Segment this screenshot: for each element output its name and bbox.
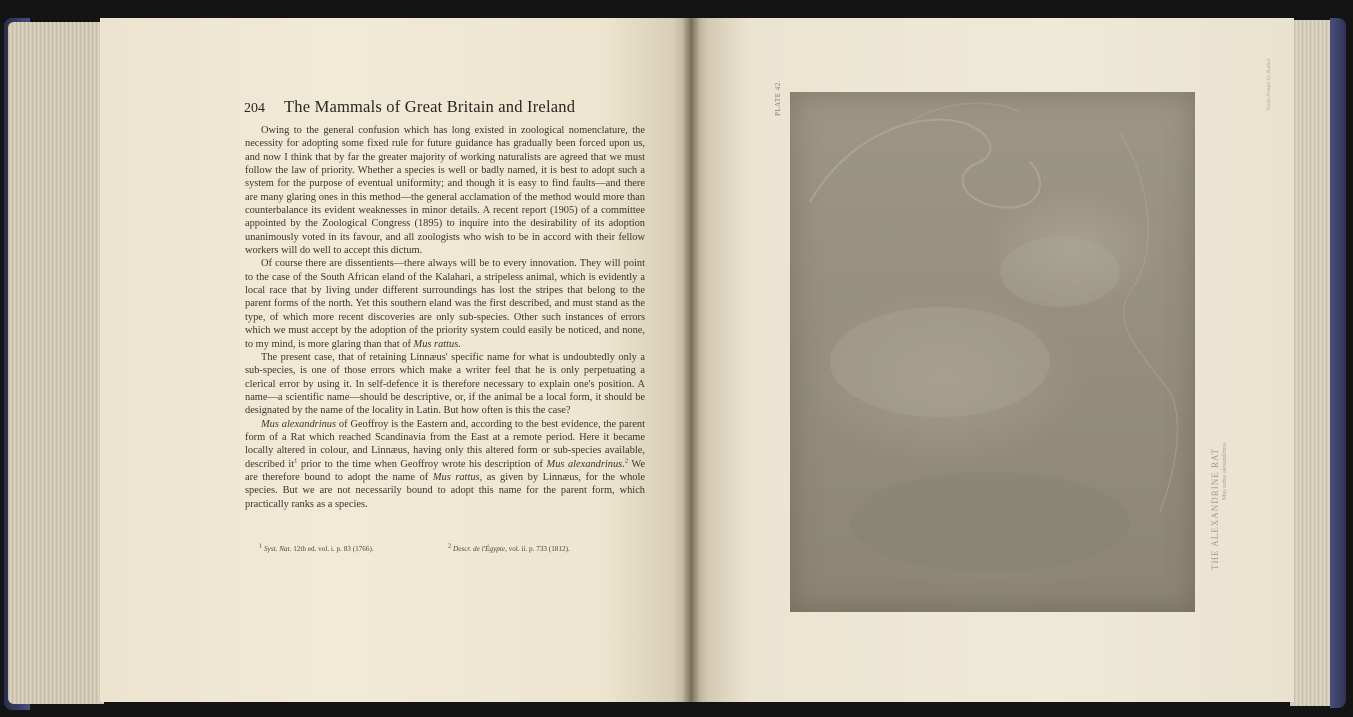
page-edges-left — [8, 22, 104, 704]
page-number: 204 — [244, 101, 265, 116]
plate-title: THE ALEXANDRINE RAT — [1210, 448, 1220, 570]
plate-caption: Mus rattus alexandrinus — [1222, 442, 1228, 500]
italic-mus-rattus: Mus rattus. — [413, 338, 461, 350]
footnote-ref-2: 2 — [624, 457, 629, 465]
footnote-ref-1: 1 — [294, 457, 298, 465]
italic-mus-alexandrinus: Mus alexandrinus — [261, 418, 337, 430]
faded-rat-illustration — [790, 92, 1195, 612]
paragraph-1: Owing to the general confusion which has long existed in zoological nomenclature, the necessity for adopting some fixed rule for future guidance has gradually been forced upon us, and now I think that by far the greater majority of working naturalists are agreed that we must follow the law of priority. Whether a species is well or badly named, it is best to adopt such a system for the purpose of eventual uniformity; and though it is easy to find faults—and there are many glaring ones in this method—the general acclamation of the method would more than counterbalance its evident weaknesses in minor details. A recent report (1905) of a committee appointed by the Zoological Congress (1895) to inquire into the desirability of its adoption unanimously voted in its favour, and all zoologists who wish to be in accord with their fellow workers will do well to accept this dictum. — [245, 125, 645, 257]
running-title: The Mammals of Great Britain and Ireland — [284, 97, 576, 116]
plate-number: PLATE 42. — [774, 80, 782, 116]
paragraph-3: The present case, that of retaining Linnæus' specific name for what is undoubtedly only a sub-species, is one of those errors which make a writer feel that he is only perpetuating a clerical error by using it. In self-defence it is therefore necessary to explain one's position. A name—a scientific name—should be descriptive, or, if the animal be a local form, it should be designated by the name of the locality in Latin. But how often is this the case? — [245, 351, 645, 417]
plate-illustration — [790, 92, 1195, 612]
book-gutter — [682, 18, 700, 702]
footnote-1: $^1$ Syst. Nat. 12th ed. vol. i. p. 83 (1766). — [259, 542, 374, 553]
page-header — [244, 97, 644, 119]
plate-credit: From Nature by Author — [1266, 58, 1272, 110]
footnotes — [245, 542, 645, 559]
book-cover-right — [1330, 18, 1346, 708]
body-text — [245, 124, 645, 544]
paragraph-4: Mus alexandrinus of Geoffroy is the Eastern and, according to the best evidence, the parent form of a Rat which reached Scandinavia from the East at a remote period. Here it became locally altered in colour, and Linnæus, having only this altered form or sub-species available, described $it^1$ prior to the time when Geoffroy wrote his description of Mus alexandrinus.$^2$ We are therefore bound to adopt the name of Mus rattus, as given by Linnæus, for the whole species. But we are not necessarily bound to adopt this name for the parent form, which practically ranks as a species. — [245, 418, 645, 510]
footnote-2: $^2$ Descr. de l'Égypte, vol. ii. p. 733 (1812). — [448, 542, 570, 553]
paragraph-2: Of course there are dissentients—there always will be to every innovation. They will point to the case of the South African eland of the Kalahari, a stripeless animal, which is evidently a local race that by living under different surroundings has lost the stripes that belong to the parent forms of the north. Yet this southern eland was the first described, and must stand as the type, of which more recent discoveries are only sub-species. Other such instances of errors which we must accept by the adoption of the priority system could easily be noticed, and none, to my mind, is more glaring than that of Mus rattus. — [245, 258, 645, 350]
